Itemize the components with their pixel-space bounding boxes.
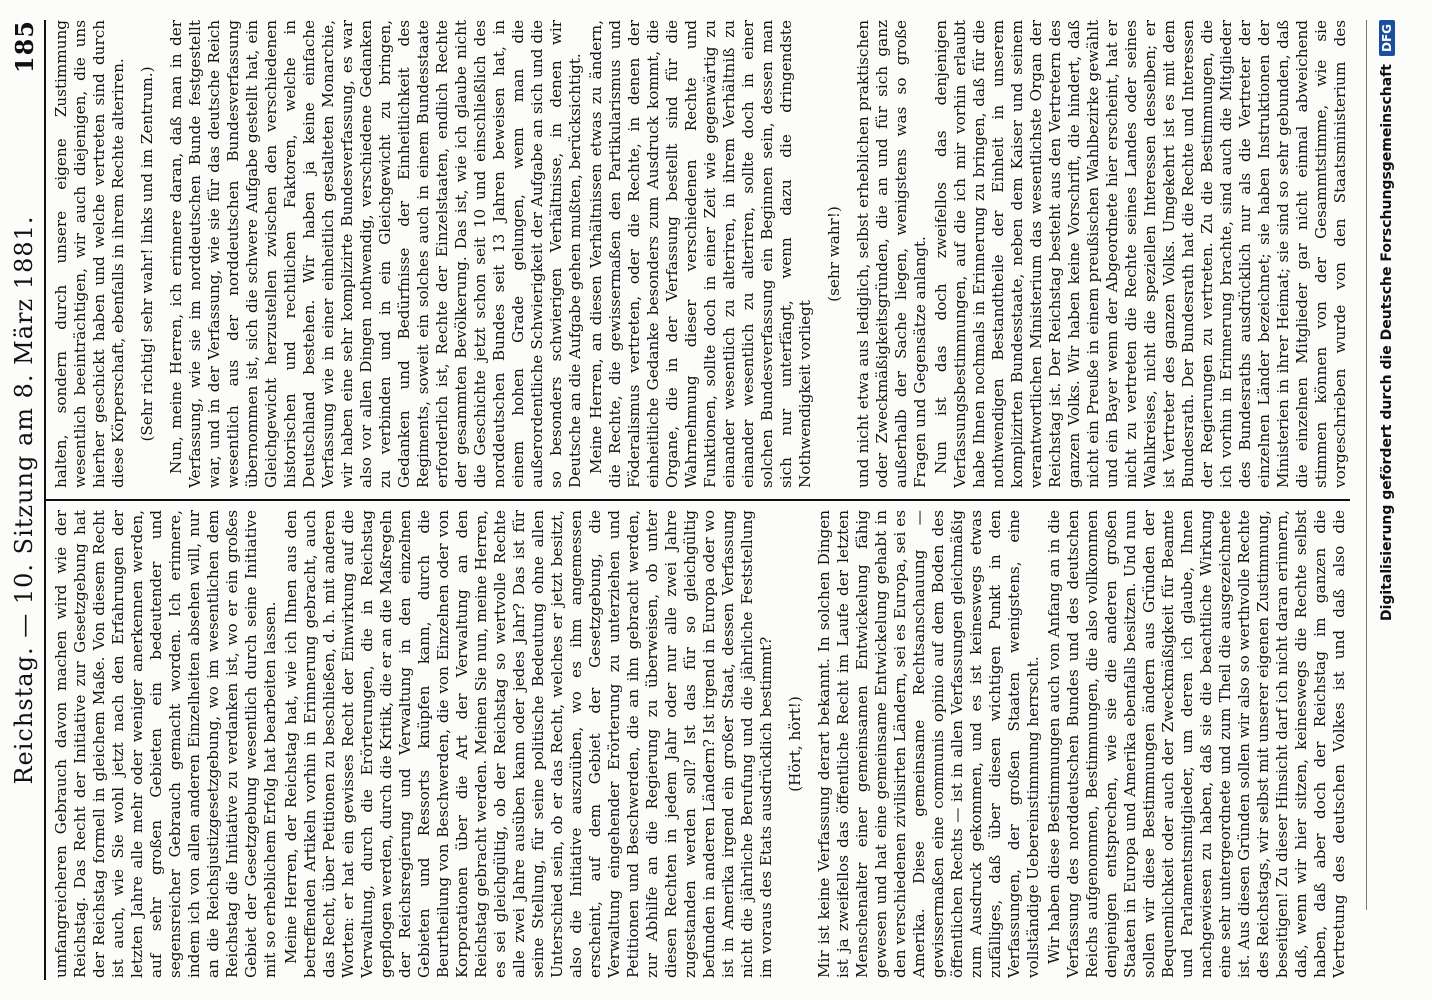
left-column xyxy=(52,510,1350,978)
page-header xyxy=(10,20,46,980)
interjection: (Hört, hört!) xyxy=(786,696,804,792)
paragraph: Meine Herren, an diesen Verhältnissen etwas zu ändern, die Rechte, die gewissermaßen den Partikularismus und Föderalismus vertreten, oder die Rechte, in denen der einheitliche Gedanke besonders zum Ausdruck kommt, die Organe, die in der Verfassung bestellt sind für die Wahrnehmung dieser verschiedenen Rechte und Funktionen, sollte doch in einer Zeit wie gegenwärtig zu einander wesentlich zu alteriren, in ihrem Verhältniß zu einander wesentlich zu alteriren, sollte doch in einer solchen Bundesverfassung ein Beginnen sein, dessen man sich nur unterfängt, wenn dazu die dringendste Nothwendigkeit vorliegt xyxy=(587,20,814,488)
paragraph: und nicht etwa aus lediglich, selbst erheblichen praktischen oder Zweckmäßigkeitsgründen, die an und für sich ganz außerhalb der Sache liegen, wenigstens was so große Fragen und Gegensätze anlangt. xyxy=(854,20,929,488)
footer-credit: Digitalisierung gefördert durch die Deutsche Forschungsgemeinschaft xyxy=(1379,64,1395,622)
page-title: Reichstag. — 10. Sitzung am 8. März 1881. xyxy=(10,215,38,785)
page-number: 185 xyxy=(10,20,39,74)
paragraph: Nun, meine Herren, ich erinnere daran, daß man in der Verfassung, wie sie im norddeutschen Bunde festgestellt war, und in der Verfassung, wie sie für das deutsche Reich wesentlich aus der norddeutschen Bundesverfassung übernommen ist, sich die schwere Aufgabe gestellt hat, ein Gleichgewicht herzustellen zwischen den verschiedenen historischen und rechtlichen Faktoren, welche in Deutschland bestehen. Wir haben ja keine einfache Verfassung wie in einer einheitlich gestalteten Monarchie, wir haben eine sehr komplizirte Bundesverfassung, es war also vor allen Dingen nothwendig, verschiedene Gedanken zu verbinden und in ein Gleichgewicht zu bringen, Gedanken und Bedürfnisse der Einheitlichkeit des Regiments, soweit ein solches auch in einem Bundesstaate erforderlich ist, Rechte der Einzelstaaten, endlich Rechte der gesammten Bevölkerung. Das ist, wie ich glaube nicht die Geschichte jetzt schon seit 10 und einschließlich des norddeutschen Bundes seit 13 Jahren beweisen hat, in einem hohen Grade gelungen, wenn man die außerordentliche Schwierigkeit der Aufgabe an sich und die so besonders schwierigen Verhältnisse, in denen wir Deutsche an die Aufgabe gehen mußten, berücksichtigt. xyxy=(167,20,584,488)
paragraph: Wir haben diese Bestimmungen auch von Anfang an in die Verfassung des norddeutschen Bundes und des deutschen Reichs aufgenommen, Bestimmungen, die also vollkommen denjenigen entsprechen, wie sie die anderen großen Staaten in Europa und Amerika ebenfalls besitzen. Und nun sollen wir diese Bestimmungen ändern aus Gründen der Bequemlichkeit oder auch der Zweckmäßigkeit für Beamte und Parlamentsmitglieder, um deren ich glaube, Ihnen nachgewiesen zu haben, daß sie die beachtliche Wirkung eine sehr untergeordnete und zum Theil die ausgezeichnete ist. Aus diesen Gründen sollen wir also so werthvolle Rechte des Reichstags, wir selbst mit unserer eigenen Zustimmung, beseitigen! Zu dieser Hinsicht darf ich nicht daran erinnern, daß, wenn wir hier sitzen, keineswegs die Rechte selbst haben, daß aber doch der Reichstag im ganzen die Vertretung des deutschen Volkes ist und daß also die xyxy=(1045,510,1348,978)
paragraph: Mir ist keine Verfassung derart bekannt. In solchen Dingen ist ja zweifellos das öffentliche Recht im Laufe der letzten Menschenalter einer gemeinsamen Entwickelung fähig gewesen und hat eine gemeinsame Entwickelung gehabt in den verschiedenen zivilisirten Ländern, sei es Europa, sei es Amerika. Diese gemeinsame Rechtsanschauung — gewissermaßen eine communis opinio auf dem Boden des öffentlichen Rechts — ist in allen Verfassungen gleichmäßig zum Ausdruck gekommen, und es ist keineswegs etwas zufälliges, daß über diesen wichtigen Punkt in den Verfassungen, der großen Staaten wenigstens, eine vollständige Uebereinstimmung herrscht. xyxy=(815,510,1042,978)
footer-divider xyxy=(1366,20,1367,910)
page-footer xyxy=(1372,20,1402,910)
paragraph: Meine Herren, der Reichstag hat, wie ich Ihnen aus den betreffenden Artikeln vorhin in Erinnerung gebracht, auch das Recht, über Petitionen zu beschließen, d. h. mit anderen Worten: er hat ein gewisses Recht der Einwirkung auf die Verwaltung, durch die Erörterungen, die in Reichstag gepflogen werden, durch die Kritik, die er an die Maßregeln der Reichsregierung und Verwaltung in den einzelnen Gebieten und Ressorts knüpfen kann, durch die Beurtheilung von Beschwerden, die von Einzelnen oder von Korporationen über die Art der Verwaltung an den Reichstag gebracht werden. Meinen Sie nun, meine Herren, es sei gleichgültig, ob der Reichstag so wertvolle Rechte alle zwei Jahre ausüben kann oder jedes Jahr? Das ist für seine Stellung, für seine politische Bedeutung ohne allen Unterschied sein, ob er das Recht, welches er jetzt besitzt, also die Initiative auszuüben, wo es ihm angemessen erscheint, auf dem Gebiet der Gesetzgebung, die Verwaltung eingehender Erörterung zu unterziehen und Petitionen und Beschwerden, die an ihn gebracht werden, zur Abhilfe an die Regierung zu überweisen, ob unter diesen Rechten in jedem Jahr oder nur alle zwei Jahre zugestanden werden soll? Ist das für so gleichgültig befunden in anderen Ländern? Ist irgend in Europa oder wo ist in Amerika irgend ein großer Staat, dessen Verfassung nicht die jährliche Berufung und die jährliche Feststellung im voraus des Etats ausdrücklich bestimmt? xyxy=(282,510,775,978)
paragraph: halten, sondern durch unsere eigene Zustimmung wesentlich beeinträchtigen, wir auch diejenigen, die uns hierher geschickt haben und welche vertreten sind durch diese Körperschaft, ebenfalls in ihrem Rechte alteriren. xyxy=(52,20,127,488)
interjection: (Sehr richtig! sehr wahr! links und im Zentrum.) xyxy=(138,66,156,442)
dfg-logo: DFG xyxy=(1379,20,1395,56)
column-divider xyxy=(44,499,1350,501)
right-column xyxy=(52,20,1350,488)
paragraph: umfangreicheren Gebrauch davon machen wird wie der Reichstag. Das Recht der Initiative zur Gesetzgebung hat der Reichstag formell in gleichem Maße. Von diesem Recht ist auch, wie Sie wohl jetzt nach den Erfahrungen der letzten Jahre alle mehr oder weniger anerkennen werden, auf sehr großen Gebieten ein bedeutender und segensreicher Gebrauch gemacht worden. Ich erinnere, indem ich von allen anderen Einzelheiten absehen will, nur an die Reichsjustizgesetzgebung, wo im wesentlichen dem Reichstag die Initiative zu verdanken ist, wo er ein großes Gebiet der Gesetzgebung wesentlich durch seine Initiative mit so erheblichem Erfolg hat bearbeiten lassen. xyxy=(52,510,279,978)
paragraph: Nun ist das doch zweifellos das denjenigen Verfassungsbestimmungen, auf die ich mir vorhin erlaubt habe Ihnen nochmals in Erinnerung zu bringen, daß für die nothwendigen Bestandtheile der Einheit in unserem komplizirten Bundesstaate, neben dem Kaiser und seinem verantwortlichen Ministerium das wesentlichste Organ der Reichstag ist. Der Reichstag besteht aus den Vertretern des ganzen Volks. Wir haben keine Vorschrift, die hindert, daß nicht ein Preuße in einem preußischen Wahlbezirke gewählt und ein Bayer wenn der Abgeordnete hier erscheint, hat er nicht zu vertreten die Rechte seines Landes oder seines Wahlkreises, nicht die speziellen Interessen desselben; er ist Vertreter des ganzen Volks. Umgekehrt ist es mit dem Bundesrath. Der Bundesrath hat die Rechte und Interessen der Regierungen zu vertreten. Zu die Bestimmungen, die ich vorhin in Erinnerung brachte, sind auch die Mitglieder des Bundesraths ausdrücklich nur als die Vertreter der einzelnen Länder bezeichnet; sie haben Instruktionen der Ministerien in ihrer Heimat; sie sind so sehr gebunden, daß die einzelnen Mitglieder gar nicht einmal abweichend stimmen können von der Gesammtstimme, wie sie vorgeschrieben wurde von den Staatsministerium des xyxy=(932,20,1349,488)
interjection: (sehr wahr!) xyxy=(825,206,843,302)
